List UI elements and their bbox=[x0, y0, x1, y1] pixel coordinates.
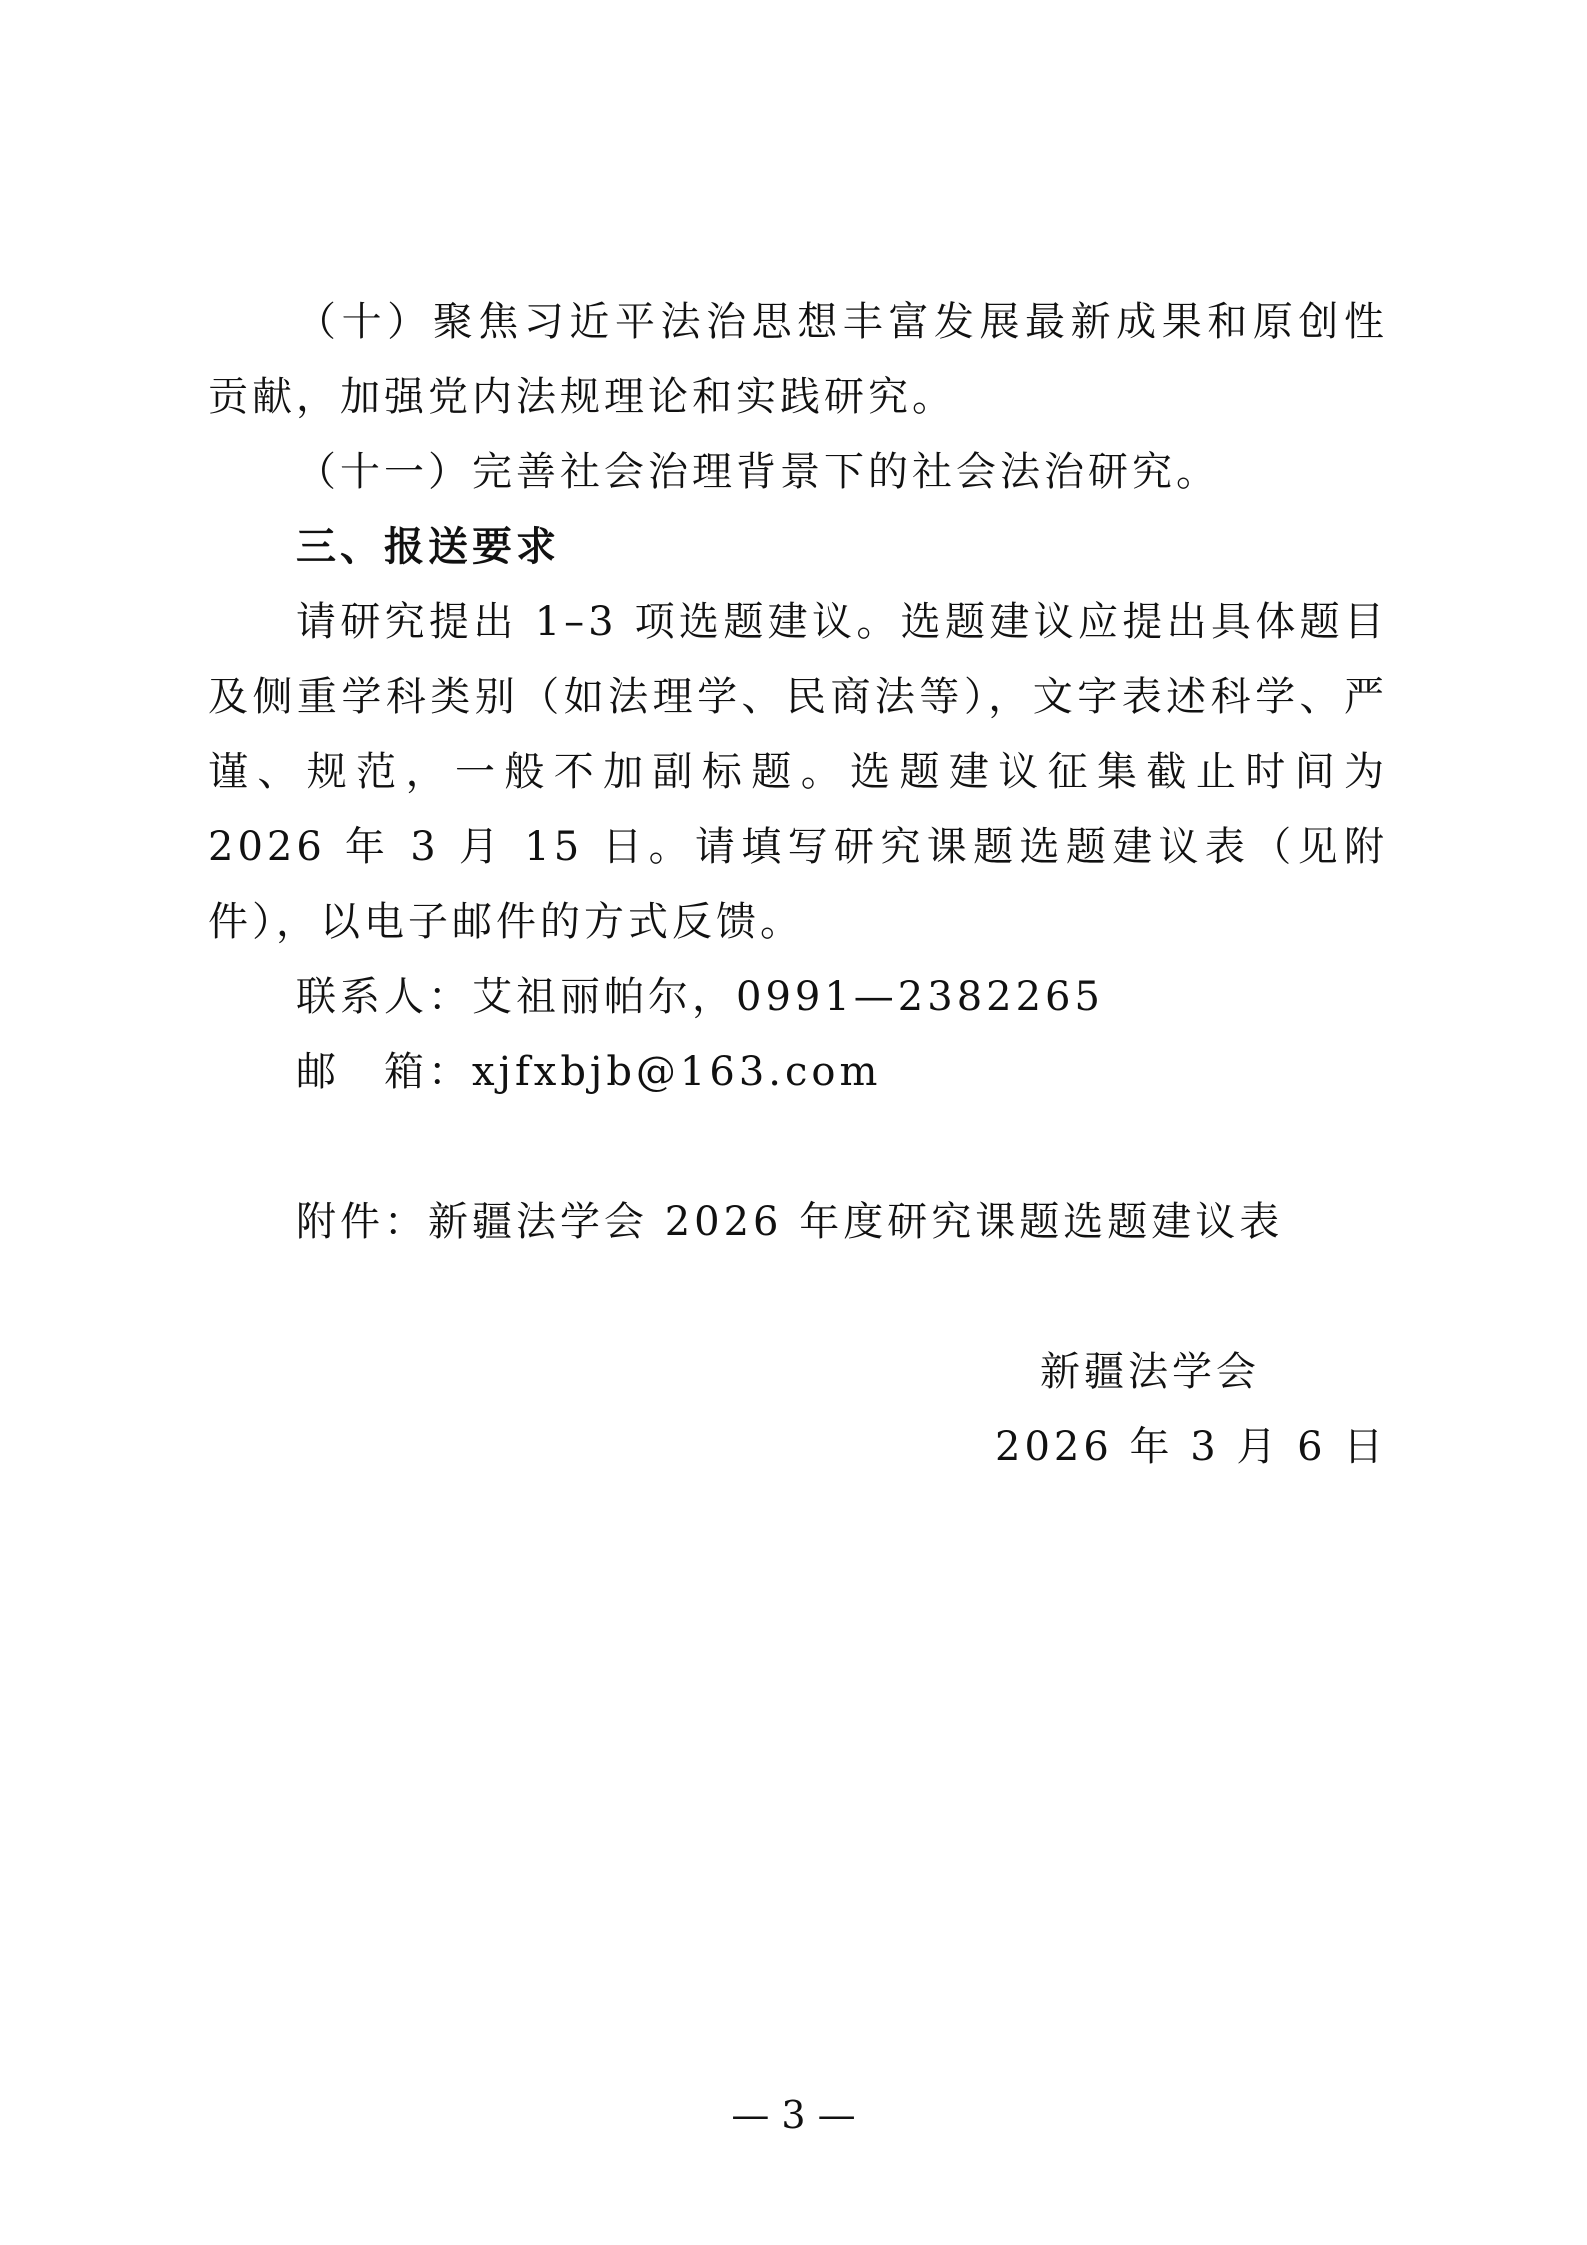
email-line: 邮 箱：xjfxbjb@163.com bbox=[296, 1049, 882, 1095]
section-heading: 三、报送要求 bbox=[296, 524, 560, 570]
paragraph-item-11: （十一）完善社会治理背景下的社会法治研究。 bbox=[296, 449, 1220, 495]
signature-date: 2026 年 3 月 6 日 bbox=[995, 1424, 1388, 1470]
contact-line: 联系人：艾祖丽帕尔，0991—2382265 bbox=[296, 974, 1104, 1020]
signature-org: 新疆法学会 bbox=[1040, 1349, 1260, 1395]
attachment-line: 附件：新疆法学会 2026 年度研究课题选题建议表 bbox=[296, 1199, 1284, 1245]
paragraph-item-10: （十）聚焦习近平法治思想丰富发展最新成果和原创性贡献，加强党内法规理论和实践研究。 bbox=[208, 299, 1388, 420]
paragraph-requirements: 请研究提出 1–3 项选题建议。选题建议应提出具体题目及侧重学科类别（如法理学、民商法等），文字表述科学、严谨、规范，一般不加副标题。选题建议征集截止时间为 2026 年 3 月 15 日。请填写研究课题选题建议表（见附件），以电子邮件的方式反馈。 bbox=[208, 599, 1388, 945]
page-number: — 3 — bbox=[731, 2093, 856, 2137]
